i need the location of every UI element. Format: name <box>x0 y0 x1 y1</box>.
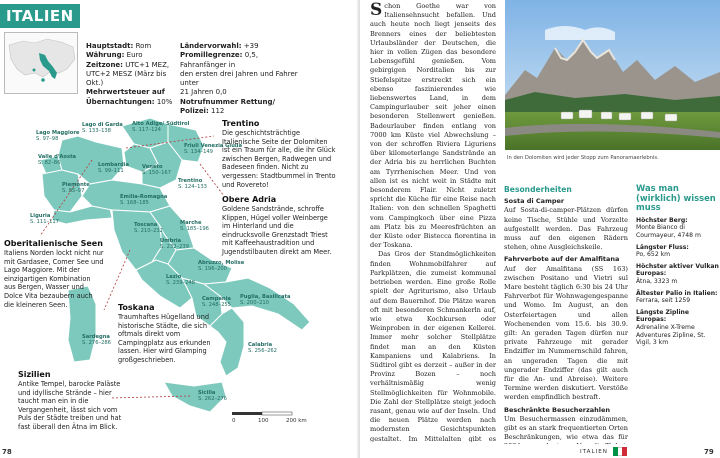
fact-label: Mehrwertsteuer auf <box>86 88 165 97</box>
fact-label: Notrufnummer Rettung/ <box>180 97 276 106</box>
scale-zero-label: 0 <box>232 418 236 424</box>
fact-label: Währung: <box>86 51 125 60</box>
map-label-campania: Campania S. 248–255 <box>202 296 231 308</box>
fact-label: Übernachtungen: <box>86 97 155 106</box>
article-paragraph: Auf der Amalfitana (SS 163) zwischen Positano und Vietri sul Mare besteht täglich 6:30 bis 24 Uhr Fahrverbot für Wohnwagengespanne und Womo. Im August, an den Osterfeiertagen und allen Wochenenden vom 15.6. bis 30.9. gilt: An geraden Tagen dürfen nur private Fahrzeuge mit gerader Endziffer im Nummernschild fahren, an ungeraden Tagen die mit ungerader Endziffer (das gilt auch für die An- und Abreise). Weitere Termine werden diskutiert. Verstöße werden empfindlich bestraft. <box>504 264 628 402</box>
map-label-lombardia: Lombardia S. 99–111 <box>98 162 130 174</box>
article-column-2 <box>504 184 628 444</box>
sub-heading: Sosta di Camper <box>504 197 565 206</box>
fact-label: Ländervorwahl: <box>180 42 242 50</box>
map-label-veneto: Veneto S. 150–167 <box>142 164 171 176</box>
toskana-text: Traumhaftes Hügelland und historische Städte, die sich oftmals direkt vom Campingplatz aus erkunden lassen. Hier wird Glamping großgeschrieben. <box>118 313 211 364</box>
sizilien-title: Sizilien <box>18 370 51 379</box>
scale-mid-label: 100 <box>258 418 269 424</box>
oberitalienische-seen-text: Italiens Norden lockt nicht nur mit Gardasee, Comer See und Lago Maggiore. Mit der einzigartigen Kombination aus Bergen, Wasser und Dolce Vita bezaubern auch die kleineren Seen. <box>4 249 104 309</box>
map-label-trentino: Trentino S. 124–133 <box>178 178 207 190</box>
sidebar-item: Längste Zipline Europas: Adrenaline X-Treme Adventures Zipline, St. Vigil, 3 km <box>636 308 706 347</box>
page-number-right: 79 <box>704 448 714 456</box>
fact-value: UTC+2 MESZ (März bis Okt.) <box>86 69 167 88</box>
article-paragraph: Um Besuchermassen einzudämmen, gibt es an stark frequentierten Orten Beschränkungen, wie etwa das für <box>504 414 628 442</box>
article-column-1 <box>370 2 496 442</box>
map-label-emilia-romagna: Emilia-Romagna S. 168–185 <box>120 194 168 206</box>
fact-value: 112 <box>211 107 225 116</box>
europe-locator-map <box>4 32 78 94</box>
map-label-lago-maggiore: Lago Maggiore S. 97–98 <box>36 130 80 142</box>
fact-value: 0,5, Fahranfänger in <box>180 51 259 69</box>
sidebar-item: Längster Fluss: Po, 652 km <box>636 243 689 259</box>
country-title: ITALIEN <box>0 4 80 28</box>
fact-value: UTC+1 MEZ, <box>125 60 170 69</box>
map-label-valle-daosta: Valle d'Aosta S. 82–86 <box>38 154 77 166</box>
fact-value: 10% <box>156 97 173 106</box>
map-label-calabria: Calabria S. 256–262 <box>248 342 277 354</box>
fact-label: Polizei: <box>180 107 209 116</box>
map-label-lago-di-garda: Lago di Garda S. 133–138 <box>82 122 123 134</box>
map-label-friuli: Friuli Venezia Giulia S. 134–149 <box>184 143 242 155</box>
obere-adria-text: Goldene Sandstrände, schroffe Klippen, Hügel voller Weinberge im Hinterland und die eindrucksvolle Grenzstadt Triest mit Kaffeehaustradition und Jugendstilbauten direkt am Meer. <box>222 205 332 256</box>
sub-heading: Fahrverbote auf der Amalfitana <box>504 255 620 264</box>
article-paragraph: Das Gros der Standmöglichkeiten finden Wohnmobilfahrer auf Parkplätzen, die zumeist kommunal betrieben werden. Eine große Rolle spielt der Agriturismo, also Urlaub auf dem Bauernhof. Die Plätze waren oft mit besonderen Schmankerln auf, wie etwa Kochkursen oder Weinproben in der eigenen Kellerei. Immer mehr solcher Stellplätze findet man an den Küsten Kampaniens und Kalabriens. In Südtirol gibt es derzeit – außer in der Provinz Bozen – noch verhältnismäßig wenig Stellmöglichkeiten für Wohnmobile. Die Zahl der Stellplätze steigt jedoch rasant, genau wie auf der Inseln. Und die neuen Plätze werden nach modernsten Gesichtspunkten gestaltet. Im Mittelalten gibt es <box>370 250 496 442</box>
sidebar-item: Höchster Berg: Monte Bianco di Courmayeur, 4748 m <box>636 216 701 239</box>
section-heading: Besonderheiten <box>504 185 572 194</box>
trentino-title: Trentino <box>222 119 260 128</box>
map-label-alto-adige: Alto Adige/ Südtirol S. 117–124 <box>132 121 190 133</box>
facts-sidebar <box>636 184 720 347</box>
article-paragraph: chon Goethe war von Italiensehnsucht befallen. Und auch heute noch liegt jenseits des Brenners eines der beliebtesten Urlaubsländer der Deutschen, die hier in vollen Zügen das besondere Lebensgefühl genießen. Vom gebirgigen Norditalien bis zur Stiefelspitze erstreckt sich ein ebenso faszinierendes wie liebenswertes Land, in dem Campingurlauber seit jeher einen besonderen Stellenwert genießen. Badeurlauber finden entlang von 7000 km Küste viel Abwechslung – von der schroffen Riviera Liguriens über kilometerlange Sandstrände an der Adria bis zu herrlichen Buchten am Tyrrhenischen Meer. Und von allen ist es nicht weit in Städte mit besonderem Flair. Nicht zuletzt spricht die Küche für eine Reise nach Italien: von den schnellen Spaghetti vom Campingkoch über eine Pizza am Platz bis zu Meeresfrüchten an der Küste oder Bistecca fiorentina in der Toskana. <box>370 2 496 250</box>
sizilien-text: Antike Tempel, barocke Paläste und idyllische Strände – hier taucht man ein in die Vergangenheit, lässt sich vom Puls der Städte treiben und hat fast überall den Ätna im Blick. <box>18 380 122 431</box>
oberitalienische-seen-title: Oberitalienische Seen <box>4 239 103 248</box>
obere-adria-title: Obere Adria <box>222 195 277 204</box>
sidebar-item: Höchster aktiver Vulkan Europas: Ätna, 3323 m <box>636 262 719 285</box>
fact-label: Zeitzone: <box>86 60 123 69</box>
scale-end-label: 200 km <box>286 418 307 424</box>
dolomites-photo <box>505 0 720 150</box>
fact-label: Hauptstadt: <box>86 42 134 50</box>
article-paragraph: Auf Sosta-di-camper-Plätzen dürfen keine Tische, Stühle und Vorzelte aufgestellt werden. Das Fahrzeug muss auf den eigenen Rädern stehen, ohne Ausgleichskeile. <box>504 206 628 252</box>
footer-country: ITALIEN <box>580 449 608 455</box>
drop-cap: S <box>370 2 383 20</box>
map-label-piemonte: Piemonte S. 85–97 <box>62 182 90 194</box>
map-label-marche: Marche S. 185–196 <box>180 220 209 232</box>
map-label-sicilia: Sicilia S. 262–276 <box>198 390 227 402</box>
fact-value: den ersten drei Jahren und Fahrer unter <box>180 69 298 88</box>
toskana-title: Toskana <box>118 303 155 312</box>
sidebar-title: Was man (wirklich) wissen muss <box>636 183 716 213</box>
trentino-text: Die geschichtsträchtige Italienische Seite der Dolomiten ist ein Traum für alle, die ihr Glück zwischen Bergen, Radwegen und Badeseen finden. Nicht zu vergessen: Stadtbummel in Trento und Rovereto! <box>222 129 336 189</box>
map-label-lazio: Lazio S. 239–248 <box>166 274 195 286</box>
map-label-abruzzo: Abruzzo, Molise S. 196–200 <box>198 260 245 272</box>
toskana-leader-line <box>104 250 130 310</box>
map-label-liguria: Liguria S. 111–117 <box>30 213 59 225</box>
map-label-toscana: Toscana S. 210–232 <box>134 222 163 234</box>
sub-heading: Beschränkte Besucherzahlen <box>504 405 611 414</box>
fact-value: Euro <box>126 51 143 60</box>
map-label-sardegna: Sardegna S. 276–286 <box>82 334 111 346</box>
dolomites-photo-image <box>505 0 720 150</box>
italy-flag-icon <box>613 447 627 456</box>
fact-value: Rom <box>135 42 152 50</box>
fact-value: 21 Jahren 0,0 <box>180 88 227 97</box>
fact-value: +39 <box>243 42 259 50</box>
photo-caption: In den Dolomiten wird jeder Stopp zum Panoramaerlebnis. <box>507 155 659 161</box>
sidebar-item: Ältester Palio in Italien: Ferrara, seit 1259 <box>636 289 718 305</box>
fact-label: Promillegrenze: <box>180 51 243 60</box>
page-number-left: 78 <box>2 448 12 456</box>
locator-map-icon <box>5 33 79 95</box>
scale-bar <box>232 412 307 424</box>
facts-left <box>86 42 178 107</box>
map-label-puglia: Puglia, Basilicata S. 200–210 <box>240 294 291 306</box>
map-label-umbria: Umbria S. 232–239 <box>160 238 189 250</box>
